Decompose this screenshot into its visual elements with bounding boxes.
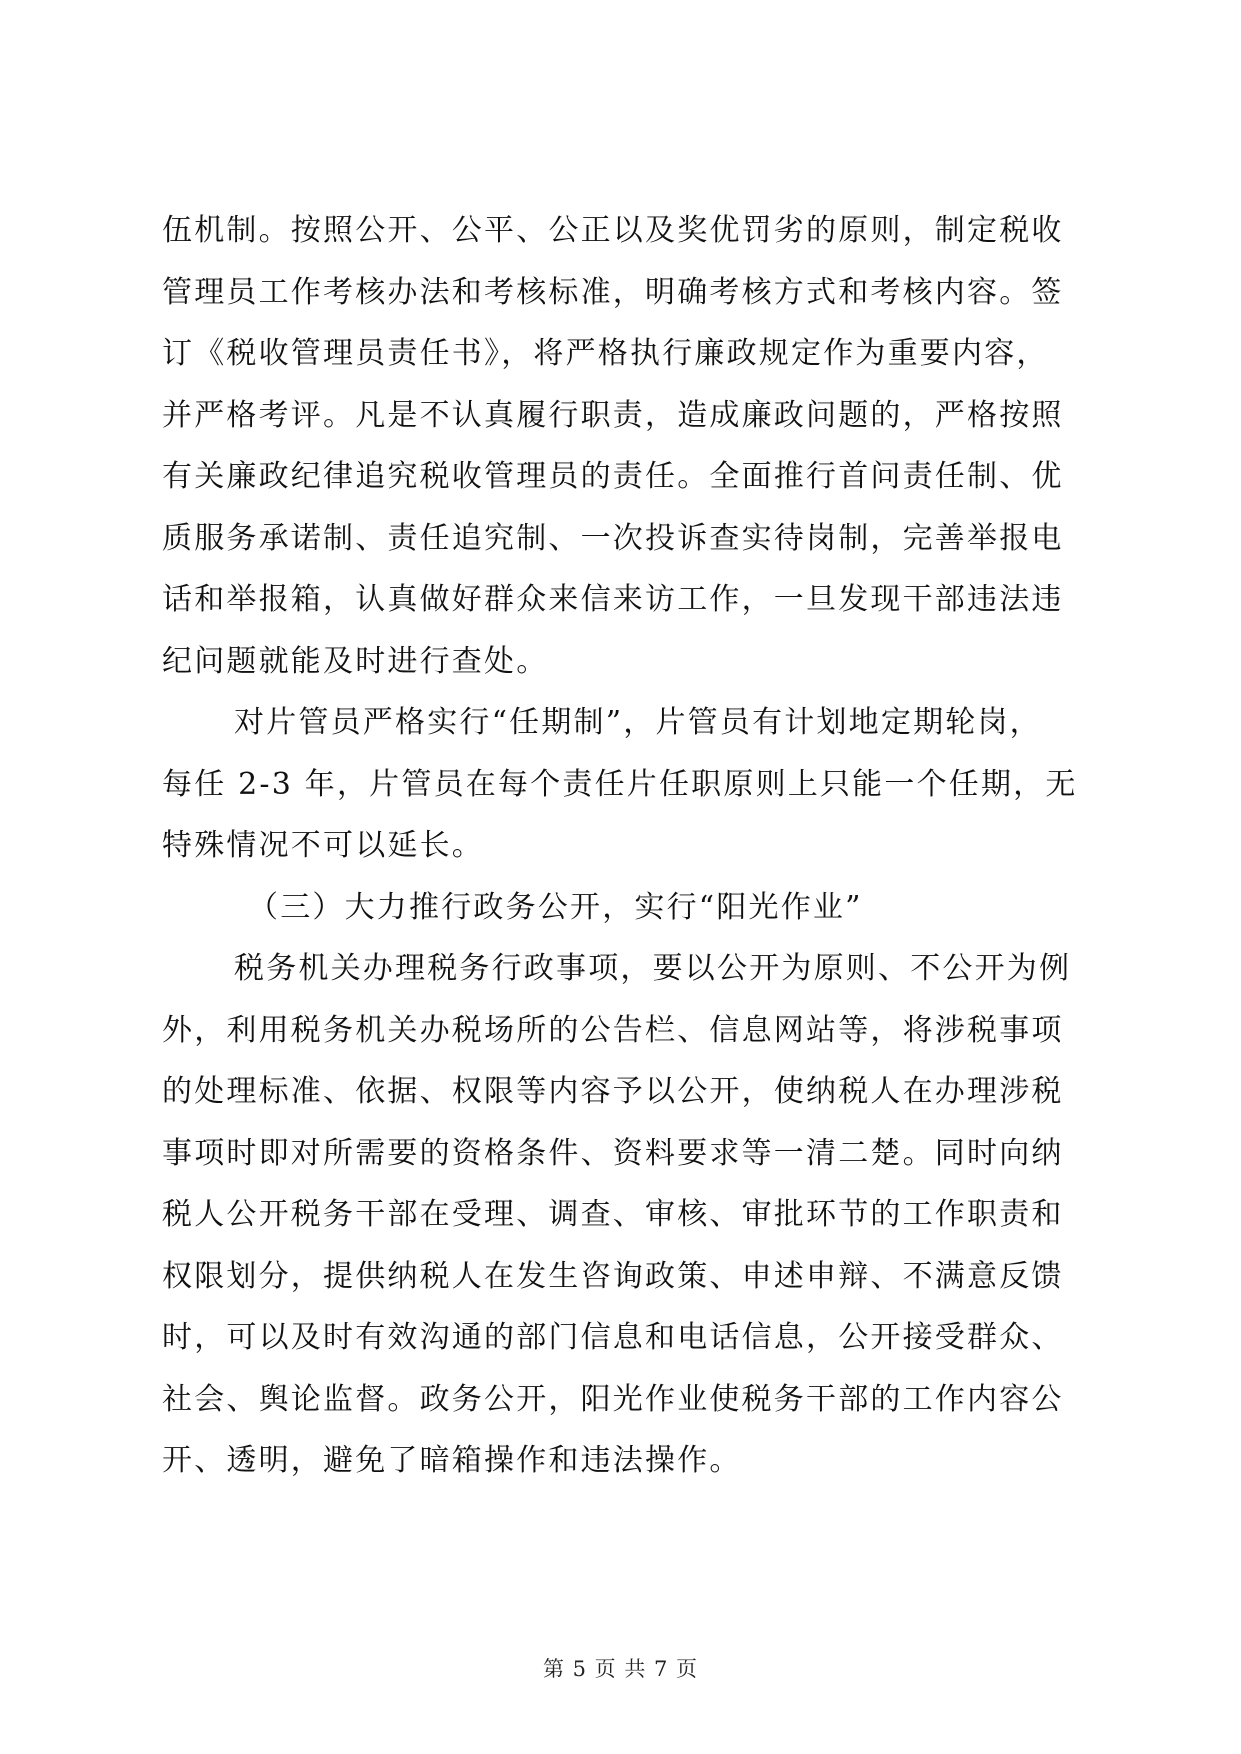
text-line: 纪问题就能及时进行查处。: [162, 643, 549, 679]
text-line: 订《税收管理员责任书》，将严格执行廉政规定作为重要内容，: [162, 336, 1049, 371]
text-line: 管理员工作考核办法和考核标准，明确考核方式和考核内容。签: [162, 274, 1064, 310]
text-line: 税人公开税务干部在受理、调查、审核、审批环节的工作职责和: [162, 1197, 1064, 1232]
text-line: 时，可以及时有效沟通的部门信息和电话信息，公开接受群众、: [162, 1320, 1064, 1355]
section-heading: （三）大力推行政务公开，实行“阳光作业”: [248, 889, 863, 925]
text-line: 特殊情况不可以延长。: [162, 828, 484, 863]
text-line: 开、透明，避免了暗箱操作和违法操作。: [162, 1443, 742, 1478]
text-line: 并严格考评。凡是不认真履行职责，造成廉政问题的，严格按照: [162, 397, 1064, 433]
text-line: 外，利用税务机关办税场所的公告栏、信息网站等，将涉税事项: [162, 1012, 1064, 1048]
text-line: 的处理标准、依据、权限等内容予以公开，使纳税人在办理涉税: [162, 1074, 1064, 1109]
text-line: 税务机关办理税务行政事项，要以公开为原则、不公开为例: [234, 951, 1072, 986]
text-line: 对片管员严格实行“任期制”，片管员有计划地定期轮岗，: [234, 705, 1042, 740]
document-body: [162, 200, 1080, 1492]
text-line: 伍机制。按照公开、公平、公正以及奖优罚劣的原则，制定税收: [162, 213, 1064, 248]
text-line: 权限划分，提供纳税人在发生咨询政策、申述申辩、不满意反馈: [162, 1258, 1064, 1294]
paragraph-transparency: [162, 938, 1080, 1492]
text-line: 质服务承诺制、责任追究制、一次投诉查实待岗制，完善举报电: [162, 520, 1064, 556]
paragraph-term-system: [162, 692, 1080, 877]
text-line: 社会、舆论监督。政务公开，阳光作业使税务干部的工作内容公: [162, 1381, 1064, 1417]
text-line: 事项时即对所需要的资格条件、资料要求等一清二楚。同时向纳: [162, 1135, 1064, 1171]
text-line: 有关廉政纪律追究税收管理员的责任。全面推行首问责任制、优: [162, 459, 1064, 494]
page-number-footer: 第 5 页 共 7 页: [542, 1657, 699, 1681]
text-line: 话和举报箱，认真做好群众来信来访工作，一旦发现干部违法违: [162, 582, 1064, 617]
paragraph-accountability: [162, 200, 1080, 692]
text-line: 每任 2-3 年，片管员在每个责任片任职原则上只能一个任期，无: [162, 766, 1078, 802]
